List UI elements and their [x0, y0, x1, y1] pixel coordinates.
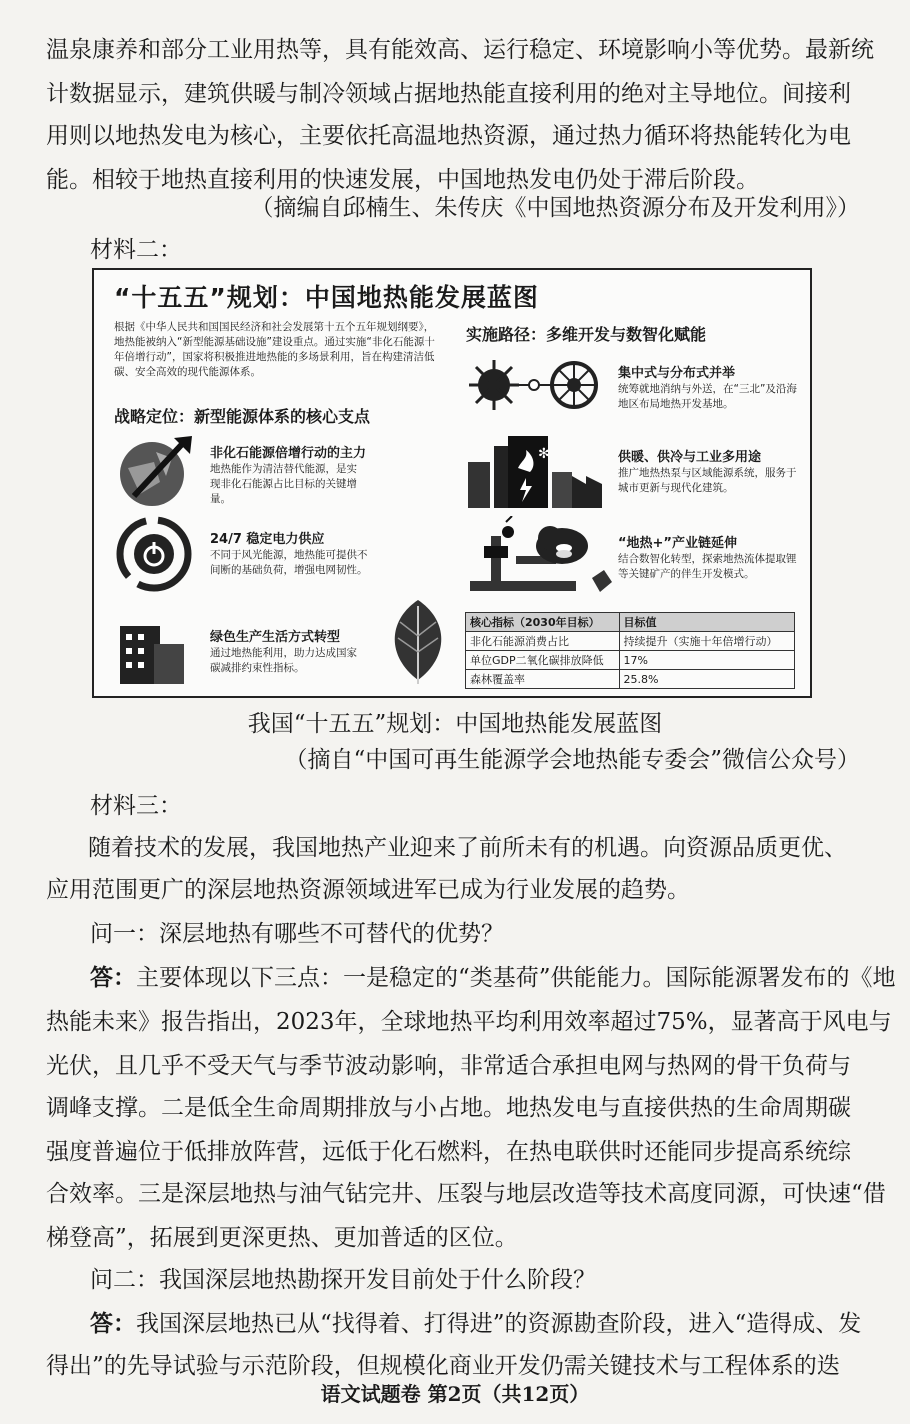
body-line: 能。相较于地热直接利用的快速发展，中国地热发电仍处于滞后阶段。: [46, 167, 759, 193]
kpi-cell: 持续提升（实施十年倍增行动）: [619, 632, 794, 651]
kpi-cell: 森林覆盖率: [466, 670, 620, 689]
answer-line: [90, 1302, 910, 1346]
kpi-cell: 非化石能源消费占比: [466, 632, 620, 651]
figure-caption: 我国“十五五”规划：中国地热能发展蓝图: [247, 711, 663, 737]
globe-arrow-icon: [114, 432, 198, 508]
kpi-cell: 17%: [619, 651, 794, 670]
kpi-header-row: [466, 613, 795, 632]
kpi-cell: 单位GDP二氧化碳排放降低: [466, 651, 620, 670]
left-item-text: 不同于风光能源，地热能可提供不间断的基础负荷，增强电网韧性。: [210, 549, 368, 576]
left-item-title: 绿色生产生活方式转型: [210, 630, 341, 645]
left-item-title: 非化石能源倍增行动的主力: [210, 446, 367, 461]
svg-text:✻: ✻: [538, 446, 550, 462]
answer-line: 热能未来》报告指出，2023年，全球地热平均利用效率超过75%，显著高于风电与: [46, 1009, 892, 1035]
answer-line: 得出”的先导试验与示范阶段，但规模化商业开发仍需关键技术与工程体系的迭: [46, 1353, 840, 1379]
left-item-text: 通过地热能利用，助力达成国家碳减排约束性指标。: [210, 647, 357, 674]
page-footer: 语文试题卷 第2页（共12页）: [320, 1382, 590, 1406]
kpi-header: 目标值: [619, 613, 794, 632]
answer-line: 梯登高”，拓展到更深更热、更加普适的区位。: [46, 1225, 518, 1251]
power-cycle-icon: [114, 514, 194, 594]
question: 问二：我国深层地热勘探开发目前处于什么阶段？: [90, 1267, 596, 1293]
body-line: 温泉康养和部分工业用热等，具有能效高、运行稳定、环境影响小等优势。最新统: [46, 37, 874, 63]
building-icon: [114, 606, 190, 686]
body-line: 用则以地热发电为核心，主要依托高温地热资源，通过热力循环将热能转化为电: [46, 123, 851, 149]
material-label: 材料二：: [90, 237, 182, 263]
infographic-title: “十五五”规划：中国地热能发展蓝图: [114, 283, 539, 312]
source-citation: （摘自“中国可再生能源学会地热能专委会”微信公众号）: [284, 747, 860, 773]
answer-line: 光伏，且几乎不受天气与季节波动影响，非常适合承担电网与热网的骨干负荷与: [46, 1053, 851, 1079]
kpi-row: [466, 632, 795, 651]
pipeline-cloud-icon: [466, 516, 616, 596]
right-item-title: 供暖、供冷与工业多用途: [618, 450, 762, 465]
right-item-text: 统筹就地消纳与外送，在“三北”及沿海地区布局地热开发基地。: [618, 383, 797, 410]
right-item-title: “地热+”产业链延伸: [618, 536, 737, 551]
right-item-title: 集中式与分布式并举: [618, 366, 736, 381]
material-label: 材料三：: [90, 793, 182, 819]
kpi-cell: 25.8%: [619, 670, 794, 689]
left-heading: 战略定位：新型能源体系的核心支点: [114, 407, 371, 426]
right-heading: 实施路径：多维开发与数智化赋能: [466, 325, 707, 344]
body-line: 应用范围更广的深层地热资源领域进军已成为行业发展的趋势。: [46, 877, 690, 903]
answer-line: 调峰支撑。二是低全生命周期排放与小占地。地热发电与直接供热的生命周期碳: [46, 1095, 851, 1121]
kpi-header: 核心指标（2030年目标）: [466, 613, 620, 632]
answer-line: [90, 956, 910, 1000]
grid-network-icon: [466, 354, 606, 416]
infographic: [92, 268, 812, 698]
body-line: 计数据显示，建筑供暖与制冷领域占据地热能直接利用的绝对主导地位。间接利: [46, 81, 851, 107]
city-industry-icon: [466, 432, 606, 508]
question: 问一：深层地热有哪些不可替代的优势？: [90, 921, 504, 947]
leaf-icon: [378, 596, 458, 686]
source-citation: （摘编自邱楠生、朱传庆《中国地热资源分布及开发利用》）: [250, 195, 860, 221]
answer-label: 答：: [90, 964, 136, 991]
right-item-text: 结合数智化转型，探索地热流体提取锂等关键矿产的伴生开发模式。: [618, 553, 797, 580]
left-item-text: 地热能作为清洁替代能源，是实现非化石能源占比目标的关键增量。: [210, 463, 357, 505]
kpi-table: [465, 612, 795, 689]
answer-text: 主要体现以下三点：一是稳定的“类基荷”供能能力。国际能源署发布的《地: [136, 965, 896, 991]
answer-line: 强度普遍位于低排放阵营，远低于化石燃料，在热电联供时还能同步提高系统综: [46, 1139, 851, 1165]
kpi-row: [466, 670, 795, 689]
infographic-intro: 根据《中华人民共和国国民经济和社会发展第十五个五年规划纲要》，地热能被纳入“新型能源基础设施”建设重点。通过实施“非化石能源十年倍增行动”，国家将积极推进地热能的多场景利用，旨在构建清洁低碳、安全高效的现代能源体系。: [114, 321, 435, 378]
answer-text: 我国深层地热已从“找得着、打得进”的资源勘查阶段，进入“造得成、发: [136, 1311, 862, 1337]
answer-line: 合效率。三是深层地热与油气钻完井、压裂与地层改造等技术高度同源，可快速“借: [46, 1181, 886, 1207]
right-item-text: 推广地热热泵与区域能源系统，服务于城市更新与现代化建筑。: [618, 467, 797, 494]
answer-label: 答：: [90, 1310, 136, 1337]
left-item-title: 24/7 稳定电力供应: [210, 532, 325, 547]
body-line: 随着技术的发展，我国地热产业迎来了前所未有的机遇。向资源品质更优、: [88, 835, 847, 861]
kpi-row: [466, 651, 795, 670]
